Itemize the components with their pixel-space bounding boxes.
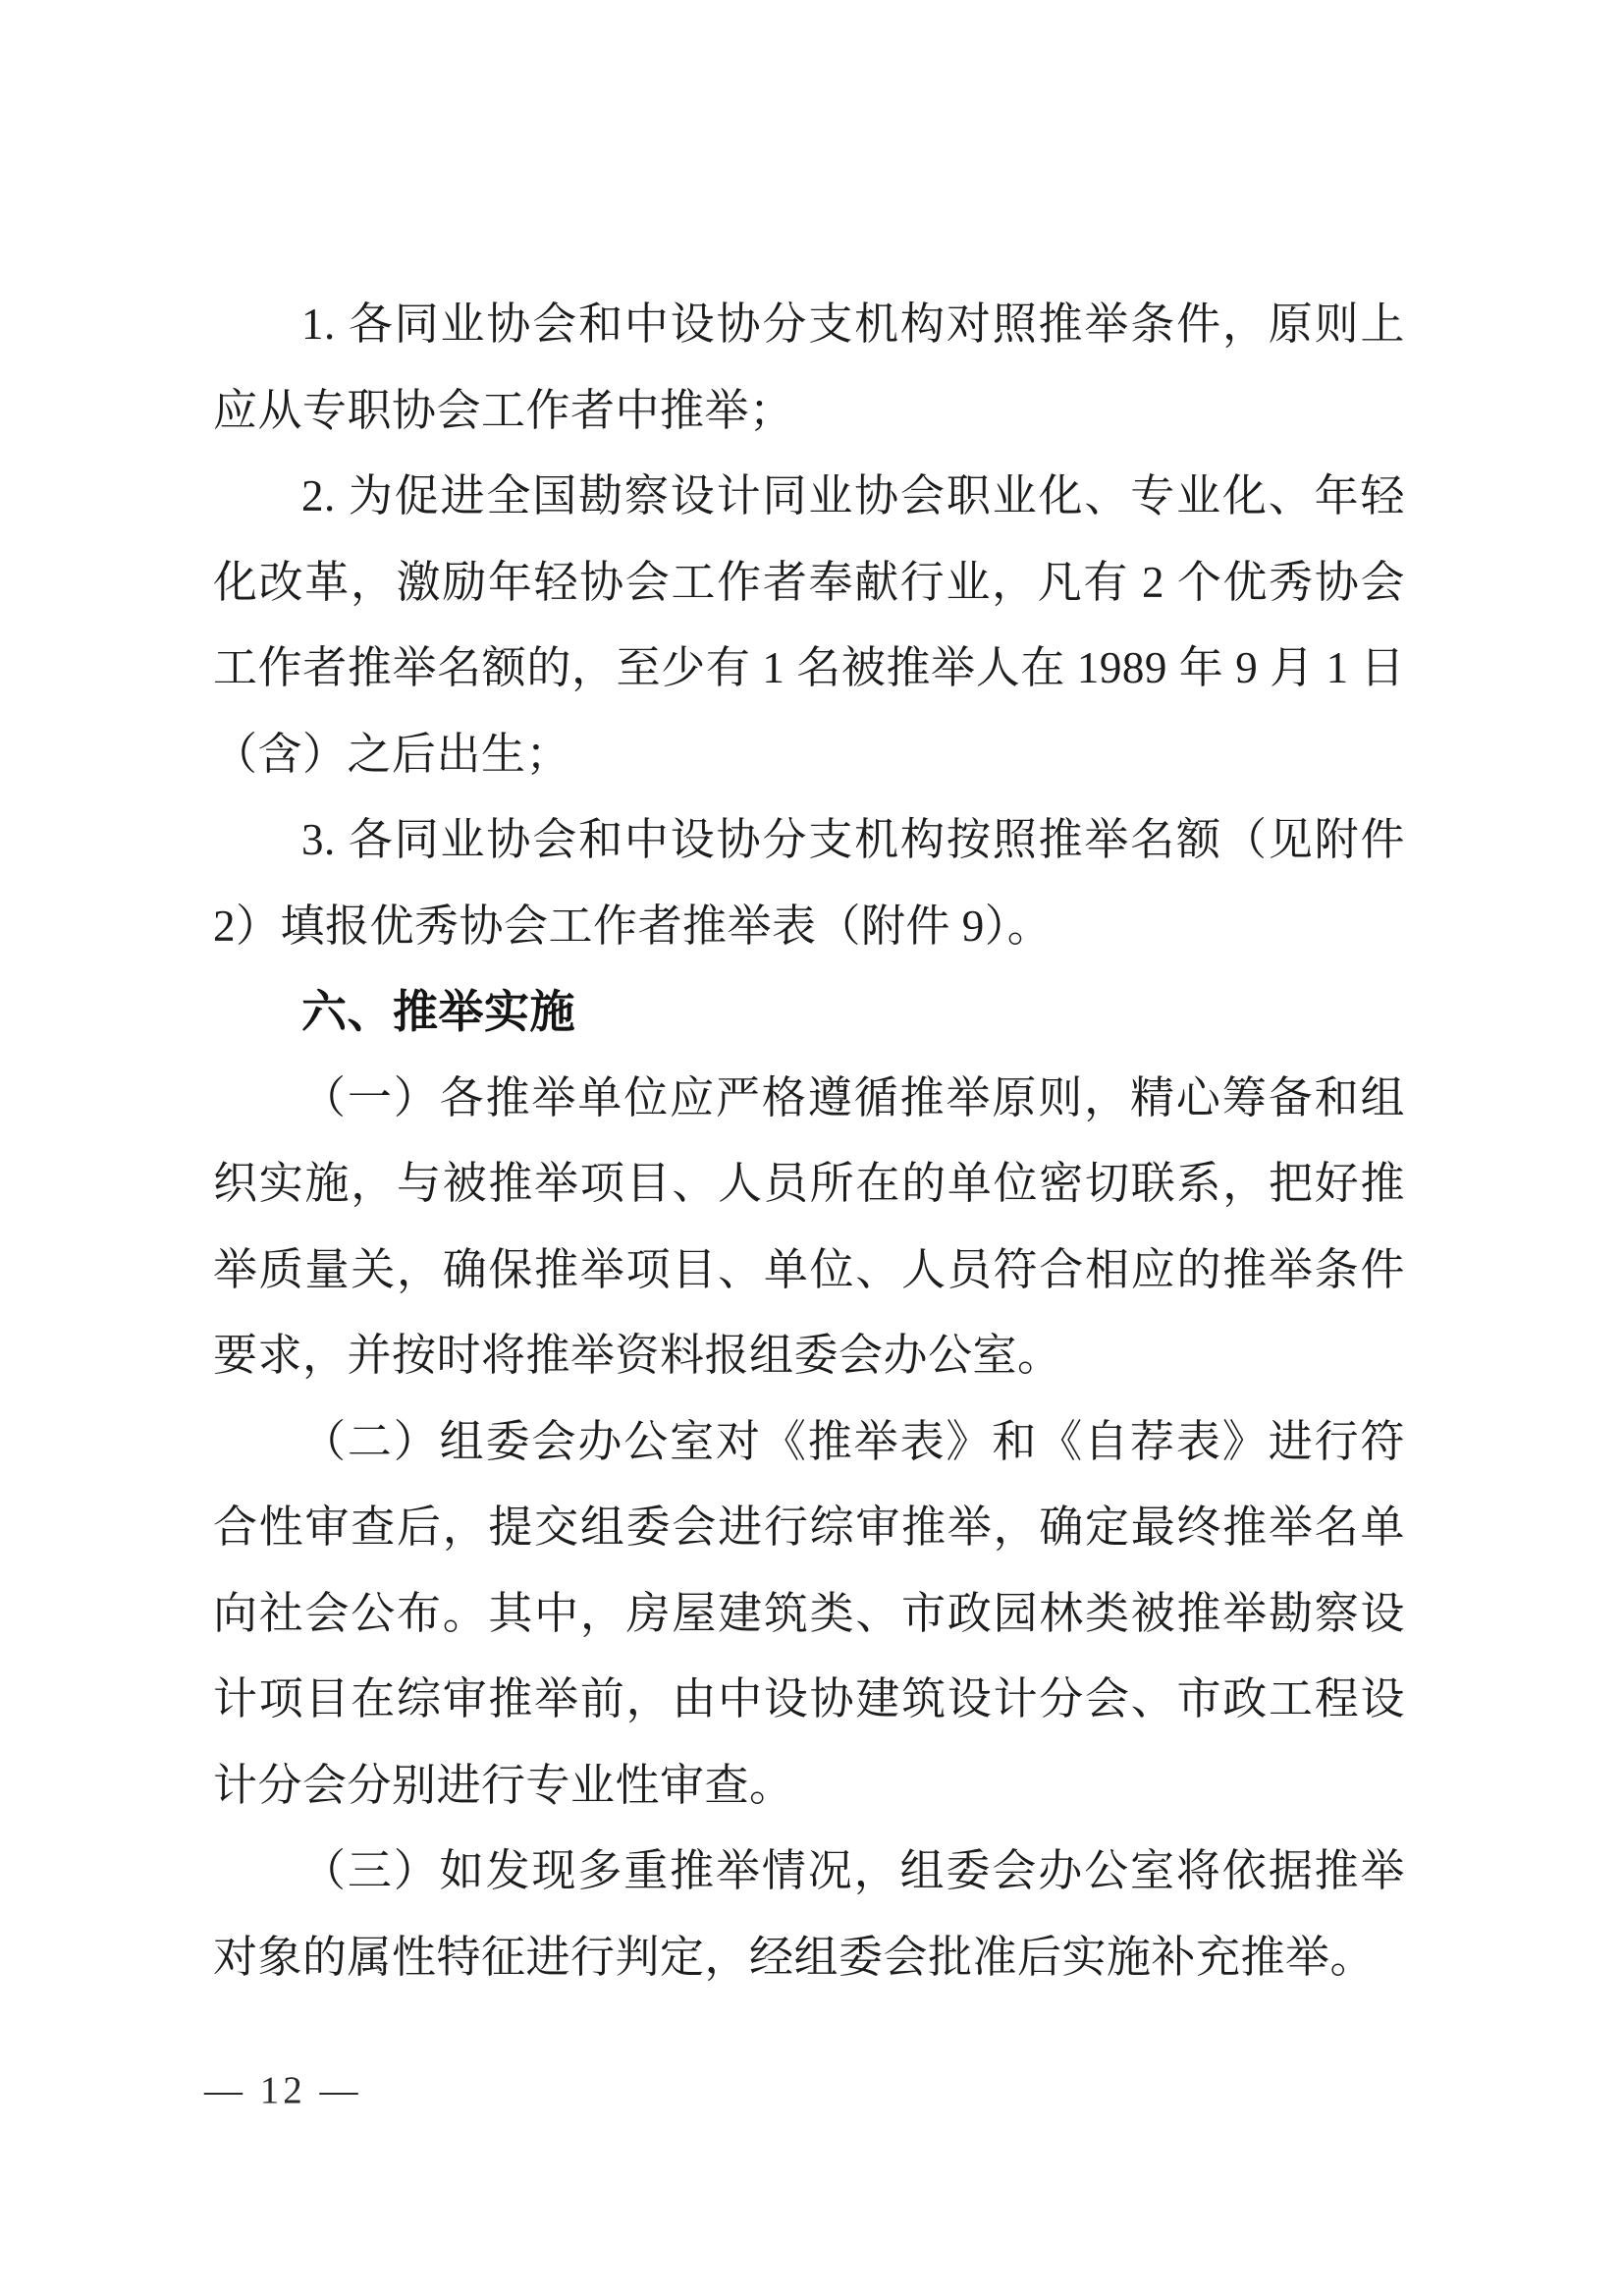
body-paragraph-3: （三）如发现多重推举情况，组委会办公室将依据推举对象的属性特征进行判定，经组委会批准后实施补充推举。 <box>213 1846 1405 1982</box>
numbered-item-3: 3. 各同业协会和中设协分支机构按照推举名额（见附件 2）填报优秀协会工作者推举表（附件 9）。 <box>213 815 1405 951</box>
page-number: — 12 — <box>204 2069 362 2111</box>
section-heading: 六、推举实施 <box>301 986 575 1037</box>
body-paragraph-1: （一）各推举单位应严格遵循推举原则，精心筹备和组织实施，与被推举项目、人员所在的单位密切联系，把好推举质量关，确保推举项目、单位、人员符合相应的推举条件要求，并按时将推举资料报组委会办公室。 <box>213 1072 1405 1380</box>
body-paragraph-2: （二）组委会办公室对《推举表》和《自荐表》进行符合性审查后，提交组委会进行综审推举，确定最终推举名单向社会公布。其中，房屋建筑类、市政园林类被推举勘察设计项目在综审推举前，由中设协建筑设计分会、市政工程设计分会分别进行专业性审查。 <box>213 1416 1405 1810</box>
document-body <box>213 282 1405 2000</box>
numbered-item-2: 2. 为促进全国勘察设计同业协会职业化、专业化、年轻化改革，激励年轻协会工作者奉献行业，凡有 2 个优秀协会工作者推举名额的，至少有 1 名被推举人在 1989 年 9 月 1 日（含）之后出生； <box>213 471 1405 779</box>
numbered-item-1: 1. 各同业协会和中设协分支机构对照推举条件，原则上应从专职协会工作者中推举； <box>213 300 1405 435</box>
